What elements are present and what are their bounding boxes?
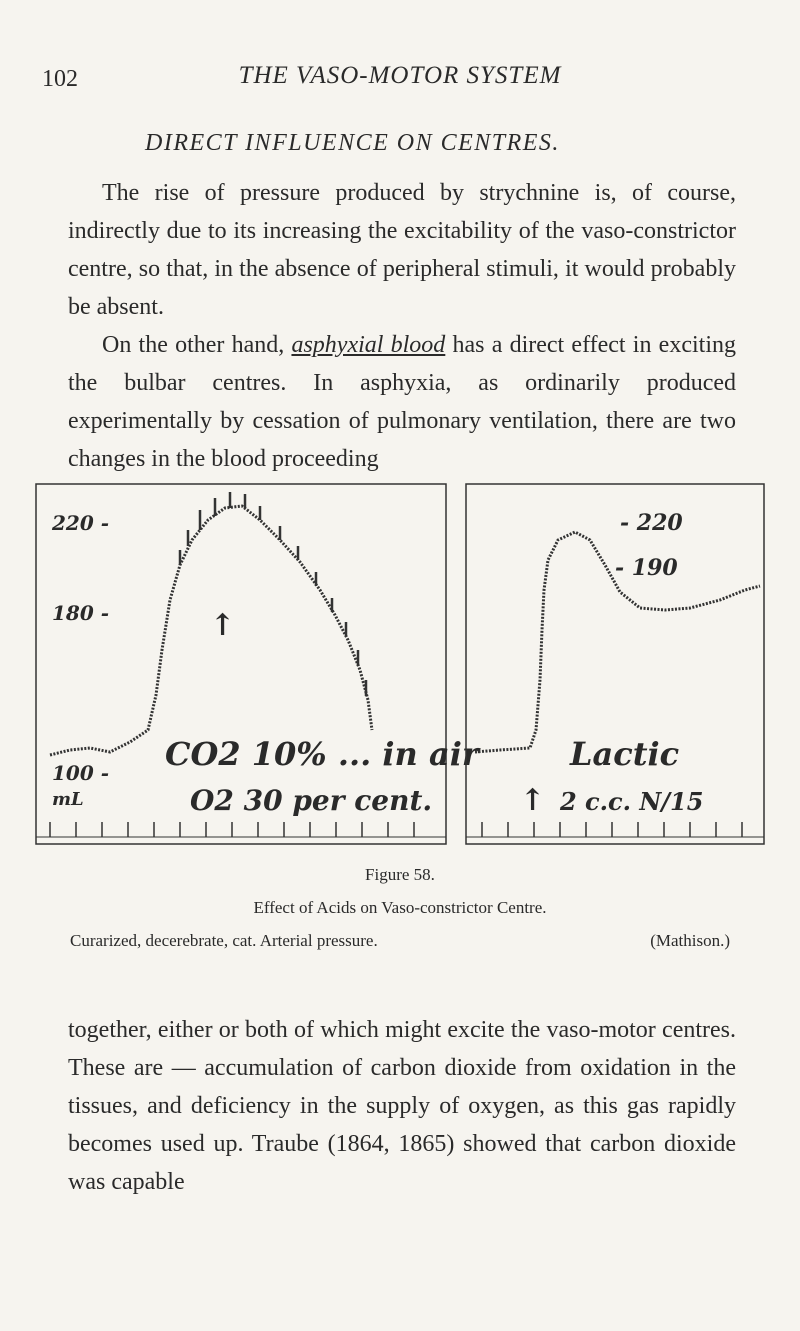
left-arrow-label: ↑ — [210, 608, 236, 643]
figure-credit: (Mathison.) — [650, 931, 730, 950]
paragraph-3: together, either or both of which might excite the vaso-motor centres. These are — accumulation of carbon dioxide from oxidation in the tissues, and deficiency in the supply of oxygen, as this gas rapidly becomes used up. Traube (1864, 1865) showed that carbon dioxide was capable — [68, 1017, 736, 1195]
body-text-top — [68, 174, 736, 478]
paragraph-1: The rise of pressure produced by strychnine is, of course, indirectly due to its increasing the excitability of the vaso-constrictor centre, so that, in the absence of peripheral stimuli, it would probably be absent. — [68, 180, 736, 320]
figure-tracings — [30, 480, 770, 852]
paragraph-2-emphasis: asphyxial blood — [291, 332, 446, 358]
right-annotation-1: Lactic — [570, 735, 680, 773]
left-annotation-1: CO2 10% ... in air — [165, 735, 479, 773]
paragraph-2 — [68, 326, 736, 478]
page-number: 102 — [42, 66, 78, 92]
paragraph-2-after: has a direct effect in exciting the bulbar centres. In asphyxia, as ordinarily produced experimentally by cessation of pulmonary ventilation, there are two changes in the blood proceeding — [68, 332, 736, 472]
right-label-220: - 220 — [620, 510, 683, 536]
left-label-100: 100 - — [52, 761, 110, 785]
section-title: DIRECT INFLUENCE ON CENTRES. — [145, 130, 560, 156]
left-time-marks — [50, 822, 414, 837]
figure-title: Effect of Acids on Vaso-constrictor Centre. — [253, 898, 547, 917]
right-arrow: ↑ — [520, 783, 546, 818]
right-label-190: - 190 — [615, 555, 678, 581]
left-label-ml: mL — [52, 789, 84, 810]
figure-detail: Curarized, decerebrate, cat. Arterial pressure. — [70, 931, 378, 950]
figure-58 — [30, 480, 770, 852]
left-label-180: 180 - — [52, 601, 110, 625]
right-time-marks — [482, 822, 742, 837]
body-text-bottom — [68, 1011, 736, 1201]
right-annotation-2: 2 c.c. N/15 — [560, 787, 704, 816]
paragraph-2-before: On the other hand, — [102, 332, 292, 358]
figure-detail-line — [70, 931, 730, 951]
left-annotation-2: O2 30 per cent. — [190, 784, 433, 817]
left-label-220: 220 - — [52, 511, 110, 535]
running-head: THE VASO-MOTOR SYSTEM — [238, 62, 562, 89]
figure-number: Figure 58. — [365, 865, 435, 884]
